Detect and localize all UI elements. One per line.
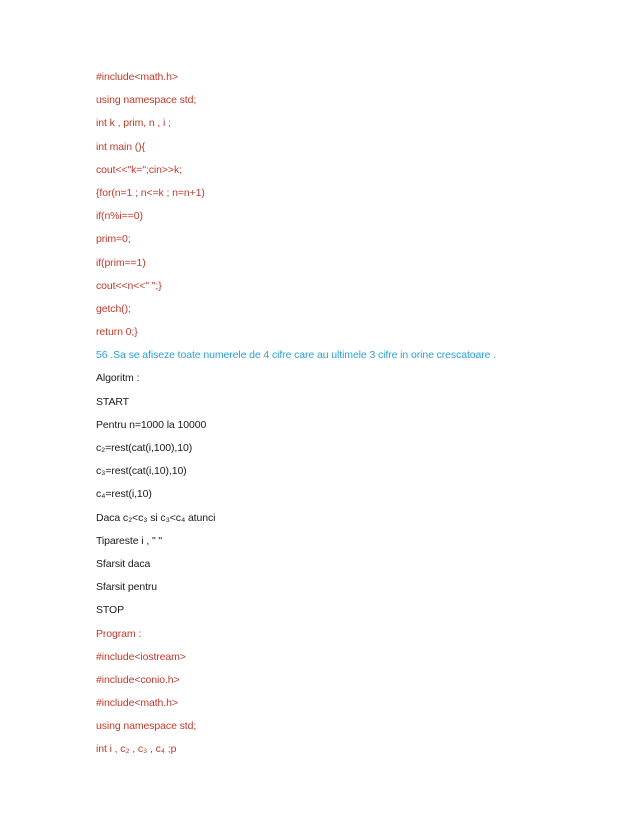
document-line: #include<conio.h> <box>96 673 180 686</box>
document-line: if(prim==1) <box>96 256 146 269</box>
document-line: using namespace std; <box>96 720 197 733</box>
document-line: Tipareste i , " " <box>96 534 163 547</box>
document-line: if(n%i==0) <box>96 210 143 223</box>
document-line: c₄=rest(i,10) <box>96 488 152 501</box>
document-line: prim=0; <box>96 233 131 246</box>
document-line: Daca c₂<c₃ si c₃<c₄ atunci <box>96 511 216 524</box>
document-line: Algoritm : <box>96 372 140 385</box>
document-line: Sfarsit daca <box>96 557 151 570</box>
document-line: getch(); <box>96 302 131 315</box>
document-line: using namespace std; <box>96 94 197 107</box>
document-line: Sfarsit pentru <box>96 581 158 594</box>
document-text-body <box>96 70 496 766</box>
document-line: Program : <box>96 627 142 640</box>
document-line: {for(n=1 ; n<=k ; n=n+1) <box>96 186 205 199</box>
document-line: #include<math.h> <box>96 71 178 83</box>
document-line: #include<iostream> <box>96 650 186 663</box>
document-line: START <box>96 395 129 408</box>
document-line: c₂=rest(cat(i,100),10) <box>96 442 193 454</box>
document-line: STOP <box>96 604 124 617</box>
document-line: 56 .Sa se afiseze toate numerele de 4 cifre care au ultimele 3 cifre in orine crescatoare . <box>96 349 497 362</box>
document-line: cout<<"k=";cin>>k; <box>96 163 182 176</box>
document-line: int main (){ <box>96 140 145 153</box>
document-line: int i , c₂ , c₃ , c₄ ;p <box>96 743 177 756</box>
document-line: cout<<n<<" ";} <box>96 279 162 292</box>
document-line: c₃=rest(cat(i,10),10) <box>96 465 187 478</box>
document-line: int k , prim, n , i ; <box>96 117 171 130</box>
document-line: #include<math.h> <box>96 697 178 710</box>
document-line: return 0;} <box>96 326 138 339</box>
document-line: Pentru n=1000 la 10000 <box>96 418 207 431</box>
